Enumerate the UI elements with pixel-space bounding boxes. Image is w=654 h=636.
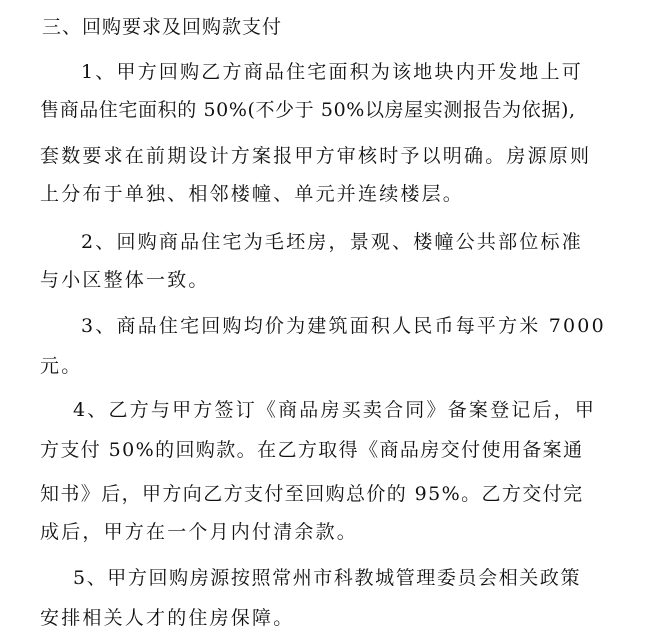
paragraph-line: 5、甲方回购房源按照常州市科教城管理委员会相关政策 — [73, 567, 582, 589]
paragraph-line: 上分布于单独、相邻楼幢、单元并连续楼层。 — [40, 183, 465, 205]
paragraph-line: 知书》后，甲方向乙方支付至回购总价的 95%。乙方交付完 — [40, 483, 584, 505]
paragraph-line: 元。 — [40, 355, 83, 377]
paragraph-line: 方支付 50%的回购款。在乙方取得《商品房交付使用备案通 — [40, 439, 584, 461]
section-heading: 三、回购要求及回购款支付 — [42, 16, 283, 38]
paragraph-line: 4、乙方与甲方签订《商品房买卖合同》备案登记后，甲 — [73, 399, 597, 421]
paragraph-line: 1、甲方回购乙方商品住宅面积为该地块内开发地上可 — [81, 61, 583, 83]
paragraph-line: 套数要求在前期设计方案报甲方审核时予以明确。房源原则 — [40, 145, 592, 167]
paragraph-line: 与小区整体一致。 — [40, 269, 210, 291]
paragraph-line: 安排相关人才的住房保障。 — [40, 607, 295, 629]
paragraph-line: 售商品住宅面积的 50%(不少于 50%以房屋实测报告为依据), — [40, 99, 576, 121]
paragraph-line: 成后，甲方在一个月内付清余款。 — [40, 521, 359, 543]
paragraph-line: 3、商品住宅回购均价为建筑面积人民币每平方米 7000 — [81, 315, 606, 337]
paragraph-line: 2、回购商品住宅为毛坯房，景观、楼幢公共部位标准 — [81, 231, 583, 253]
